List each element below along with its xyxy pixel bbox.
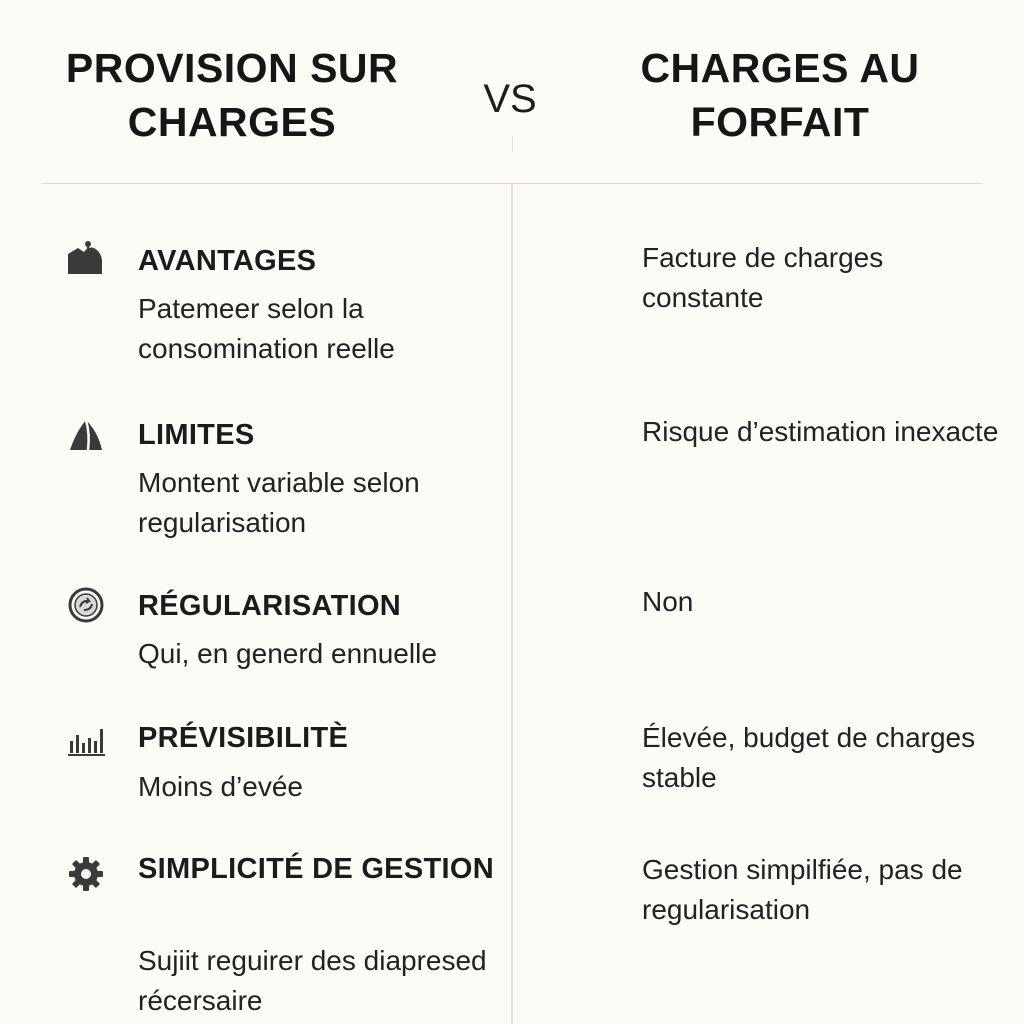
vs-label: VS (483, 77, 537, 121)
left-column-title: PROVISION SUR CHARGES (65, 45, 399, 145)
left-cell-text: Montent variable selon regularisation (138, 467, 420, 538)
right-cell-text: Facture de charges constante (642, 242, 884, 313)
right-column-title: CHARGES AU FORFAIT (640, 45, 920, 145)
right-cell-text: Non (642, 586, 694, 617)
comparison-header (0, 0, 1024, 184)
left-cell-text: Qui, en generd ennuelle (138, 638, 437, 669)
bar-chart-icon (66, 719, 106, 759)
right-cell-text: Élevée, budget de charges stable (642, 722, 976, 793)
right-cell-text: Risque d’estimation inexacte (642, 416, 999, 447)
cycle-icon (66, 585, 106, 625)
row-label: RÉGULARISATION (138, 590, 402, 622)
row-label: AVANTAGES (138, 245, 317, 277)
left-cell-text: Moins d’evée (138, 771, 303, 802)
warning-icon (66, 414, 106, 454)
row-label: LIMITES (138, 419, 255, 451)
row-label: PRÉVISIBILITÈ (138, 722, 349, 754)
bell-icon (66, 238, 106, 278)
column-divider (511, 184, 513, 1024)
header-divider (512, 136, 513, 152)
left-cell-text: Patemeer selon la consomination reelle (138, 293, 395, 364)
row-label: SIMPLICITÉ DE GESTION (138, 853, 494, 885)
left-cell-text: Sujiit reguirer des diapresed récersaire (138, 945, 487, 1016)
right-cell-text: Gestion simpilfiée, pas de regularisation (642, 854, 963, 925)
gear-icon (66, 854, 106, 894)
